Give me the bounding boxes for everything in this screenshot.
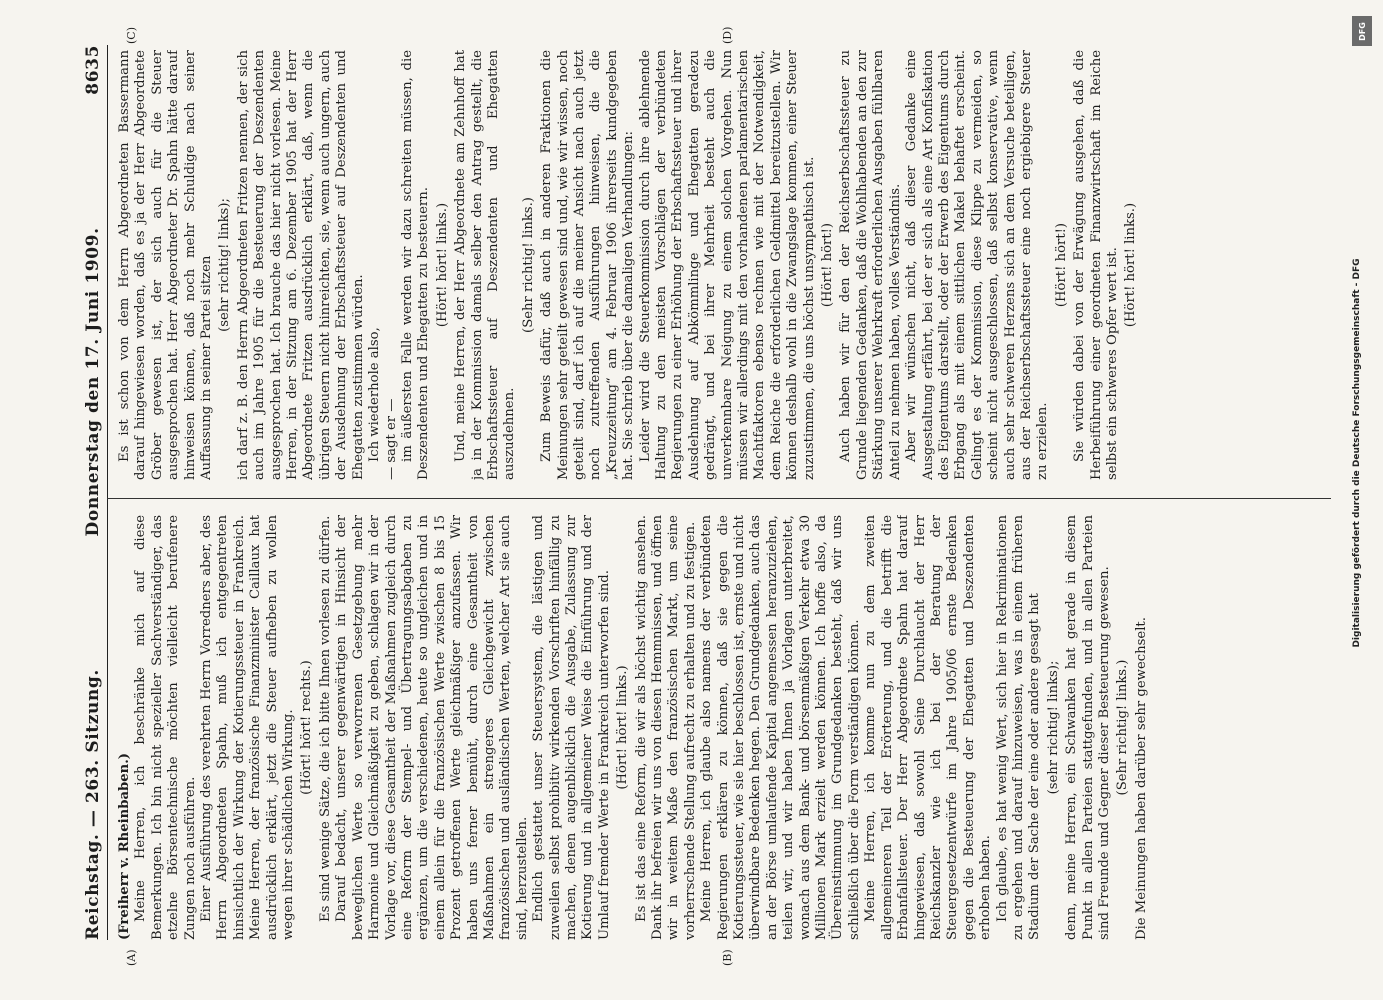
margin-marker-b: (B) bbox=[721, 949, 734, 966]
paragraph: Meine Herren, ich komme nun zu dem zweiten allgemeineren Teil der Erörterung, und die betrifft die Erbanfallsteuer. Der Herr Abgeordnete Spahn hat darauf hingewiesen, daß sowohl Seine Durchlaucht der Herr Reichskanzler wie ich bei der Beratung der Steuergesetzentwürfe im Jahre 1905/06 ernste Bedenken gegen die Besteuerung der Ehegatten und Deszendenten erhoben haben. bbox=[863, 515, 994, 940]
paragraph: Es sind wenige Sätze, die ich bitte Ihnen vorlesen zu dürfen. bbox=[317, 515, 333, 922]
paragraph: Es ist schon von dem Herrn Abgeordneten Bassermann darauf hingewiesen worden, daß es ja der Herr Abgeordnete Gröber gewesen ist, der sich auch für die Steuer ausgesprochen hat. Herr Abgeordneter Dr. Spahn hätte darauf hinweisen können, daß noch mehr Schuldige nach seiner Auffassung in seiner Partei sitzen bbox=[117, 50, 215, 480]
speaker-label: (Freiherr v. Rheinbaben.) bbox=[117, 752, 132, 940]
paragraph: Meine Herren, ich glaube also namens der verbündeten Regierungen erklären zu können, daß sie gegen die Kotierungssteuer, wie sie hier beschlossen ist, ernste und nicht überwindbare Bedenken hegen. Den Grundgedanken, auch das an der Börse umlaufende Kapital angemessen heranzuziehen, teilen wir, und wir haben Ihnen ja Vorlagen unterbreitet, wonach aus dem Bank- und börsenmäßigen Verkehr etwa 30 Millionen Mark erzielt werden können. Ich hoffe also, da Übereinstimmung im Grundgedanken besteht, daß wir uns schließlich über die Form verständigen können. bbox=[699, 515, 862, 940]
quote-paragraph: Leider wird die Steuerkommission durch ihre ablehnende Haltung zu den meisten Vorschlägen der verbündeten Regierungen zu einer Erhöhung der Erbschaftssteuer und ihrer Ausdehnung auf Abkömmlinge und Ehegatten geradezu gedrängt, und bei ihrer Mehrheit besteht auch die unverkennbare Neigung zu einem solchen Vorgehen. Nun müssen wir allerdings mit den vorhandenen parlamentarischen Machtfaktoren ebenso rechnen wie mit der Notwendigkeit, dem Reiche die erforderlichen Geldmittel bereitzustellen. Wir können deshalb wohl in die Zwangslage kommen, einer Steuer zuzustimmen, die uns höchst unsympathisch ist. bbox=[637, 50, 817, 480]
interjection: (Hört! hört! links.) bbox=[615, 665, 631, 790]
paragraph: Es ist das eine Reform, die wir als höchst wichtig ansehen. Dank ihr befreien wir uns von diesen Hemmnissen, und öffnen wir in weitem Maße den französischen Markt, um seine vorherrschende Stellung aufrecht zu erhalten und zu festigen. bbox=[633, 515, 698, 940]
quote-paragraph: Auch haben wir für den der Reichserbschaftssteuer zu Grunde liegenden Gedanken, daß die Wohlhabenden an den zur Stärkung unserer Wehrkraft erforderlichen Ausgaben fühlbaren Anteil zu nehmen haben, volles Verständnis. bbox=[838, 50, 903, 480]
dfg-logo-text: DFG bbox=[1357, 21, 1367, 41]
paragraph: Ich glaube, es hat wenig Wert, sich hier in Rekriminationen zu ergehen und darauf hinzuweisen, was in einem früheren Stadium der Sache der eine oder andere gesagt hat bbox=[994, 515, 1043, 940]
quote-paragraph: Darauf bedacht, unserer gegenwärtigen in Hinsicht der beweglichen Werte so verworrenen Gesetzgebung mehr Harmonie und Gleichmäßigkeit zu geben, schlagen wir in der Vorlage vor, diese Gesamtheit der Maßnahmen zugleich durch eine Reform der Stempel- und Übertragungsabgaben zu ergänzen, um die verschiedenen, heute so ungleichen und in einem allein für die französischen Werte zwischen 8 bis 15 Prozent getroffenen Werte gleichmäßiger anzufassen. Wir haben uns ferner bemüht, durch eine Gesamtheit von Maßnahmen ein strengeres Gleichgewicht zwischen französischen und ausländischen Werten, welcher Art sie auch sind, herzustellen. bbox=[334, 515, 530, 940]
paragraph: Die Meinungen haben darüber sehr gewechselt. bbox=[1133, 617, 1149, 940]
paragraph: denn, meine Herren, ein Schwanken hat gerade in diesem Punkt in allen Parteien stattgefunden, und in allen Parteien sind Freunde und Gegner dieser Besteuerung gewesen. bbox=[1064, 515, 1112, 940]
paragraph: Zum Beweis dafür, daß auch in anderen Fraktionen die Meinungen sehr geteilt gewesen sind und, wie wir wissen, noch geteilt sind, darf ich auf die meiner Ansicht nach auch jetzt noch zutreffenden Ausführungen hinweisen, die die „Kreuzzeitung“ am 4. Februar 1906 ihrerseits kundgegeben hat. Sie schrieb über die damaligen Verhandlungen: bbox=[539, 50, 637, 480]
header-left: Reichstag. — 263. Sitzung. bbox=[83, 669, 103, 940]
quote-paragraph: Endlich gestattet unser Steuersystem, die lästigen und zuweilen selbst prohibitiv wirkenden Vorschriften hinfällig zu machen, denen augenblicklich die Ausgabe, Zulassung zur Kotierung und in allgemeiner Weise die Einführung und der Umlauf fremder Werte in Frankreich unterworfen sind. bbox=[531, 515, 612, 940]
header-date: Donnerstag den 17. Juni 1909. bbox=[83, 227, 103, 537]
interjection: (Hört! hört! links.) bbox=[1123, 202, 1139, 328]
paragraph: Meine Herren, ich beschränke mich auf diese Bemerkungen. Ich bin nicht spezieller Sachverständiger, das etzelne Börsentechnische möchten vielleicht berufenere Zungen noch ausführen. bbox=[133, 515, 198, 940]
column-divider bbox=[107, 498, 1331, 499]
dfg-logo bbox=[1352, 16, 1372, 46]
interjection: (Hört! hört! links.) bbox=[434, 202, 450, 328]
rotated-page bbox=[41, 20, 1341, 980]
quote-paragraph: im äußersten Falle werden wir dazu schreiten müssen, die Deszendenten und Ehegatten zu besteuern. bbox=[399, 50, 432, 480]
page-header bbox=[69, 45, 108, 940]
paragraph: Einer Ausführung des verehrten Herrn Vorredners aber, des Herrn Abgeordneten Spahn, muß ich entgegentreten hinsichtlich der Wirkung der Kotierungssteuer in Frankreich. Meine Herren, der französische Finanzminister Caillaux hat ausdrücklich erklärt, jetzt die Steuer aufheben zu wollen wegen ihrer schädlichen Wirkung. bbox=[199, 515, 297, 940]
margin-marker-c: (C) bbox=[125, 27, 138, 44]
paragraph: Ich wiederhole also, bbox=[367, 327, 383, 462]
margin-marker-d: (D) bbox=[721, 26, 734, 44]
interjection: (Hört! hört!) bbox=[820, 222, 836, 308]
digitization-strip bbox=[1352, 8, 1377, 992]
right-column bbox=[117, 50, 1323, 480]
paragraph: — sagt er — bbox=[383, 398, 399, 480]
interjection: (Sehr richtig! links.) bbox=[1115, 659, 1131, 796]
margin-marker-a: (A) bbox=[125, 949, 138, 966]
interjection: (Sehr richtig! links.) bbox=[520, 197, 536, 333]
digitization-note: Digitalisierung gefördert durch die Deutsche Forschungsgemeinschaft - DFG bbox=[1352, 258, 1362, 648]
interjection: (sehr richtig! links); bbox=[217, 198, 233, 332]
paragraph: Sie würden dabei von der Erwägung ausgehen, daß die Herbeiführung einer geordneten Finanzwirtschaft im Reiche selbst ein schweres Opfer wert ist. bbox=[1072, 50, 1120, 480]
interjection: (sehr richtig! links); bbox=[1045, 660, 1061, 795]
paragraph: Und, meine Herren, der Herr Abgeordnete am Zehnhoff hat ja in der Kommission damals selber den Antrag gestellt, die Erbschaftssteuer auf Deszendenten und Ehegatten auszudehnen. bbox=[453, 50, 518, 480]
interjection: (Hört! hört! rechts.) bbox=[299, 660, 315, 795]
page-number: 8635 bbox=[83, 45, 103, 95]
left-column bbox=[117, 515, 1323, 940]
paragraph: ich darf z. B. den Herrn Abgeordneten Fritzen nennen, der sich auch im Jahre 1905 für die Besteuerung der Deszendenten ausgesprochen hat. Ich brauche das hier nicht vorlesen. Meine Herren, in der Sitzung am 6. Dezember 1905 hat der Herr Abgeordnete Fritzen ausdrücklich erklärt, daß, wenn die übrigen Steuern nicht hinreichten, sie, wenn auch ungern, auch der Ausdehnung der Erbschaftssteuer auf Deszendenten und Ehegatten zustimmen würden. bbox=[235, 50, 366, 480]
quote-paragraph: Aber wir wünschen nicht, daß dieser Gedanke eine Ausgestaltung erfährt, bei der er sich als eine Art Konfiskation des Eigentums darstellt, oder der Erwerb des Eigentums durch Erbgang als mit einem sittlichen Makel behaftet erscheint. Gelingt es der Kommission, diese Klippe zu vermeiden, so scheint nicht ausgeschlossen, daß selbst konservative, wenn auch sehr schweren Herzens sich an dem Versuche beteiligen, aus der Reichserbschaftssteuer eine noch ergiebigere Steuer zu erzielen. bbox=[904, 50, 1051, 480]
interjection: (Hört! hört!) bbox=[1053, 222, 1069, 308]
